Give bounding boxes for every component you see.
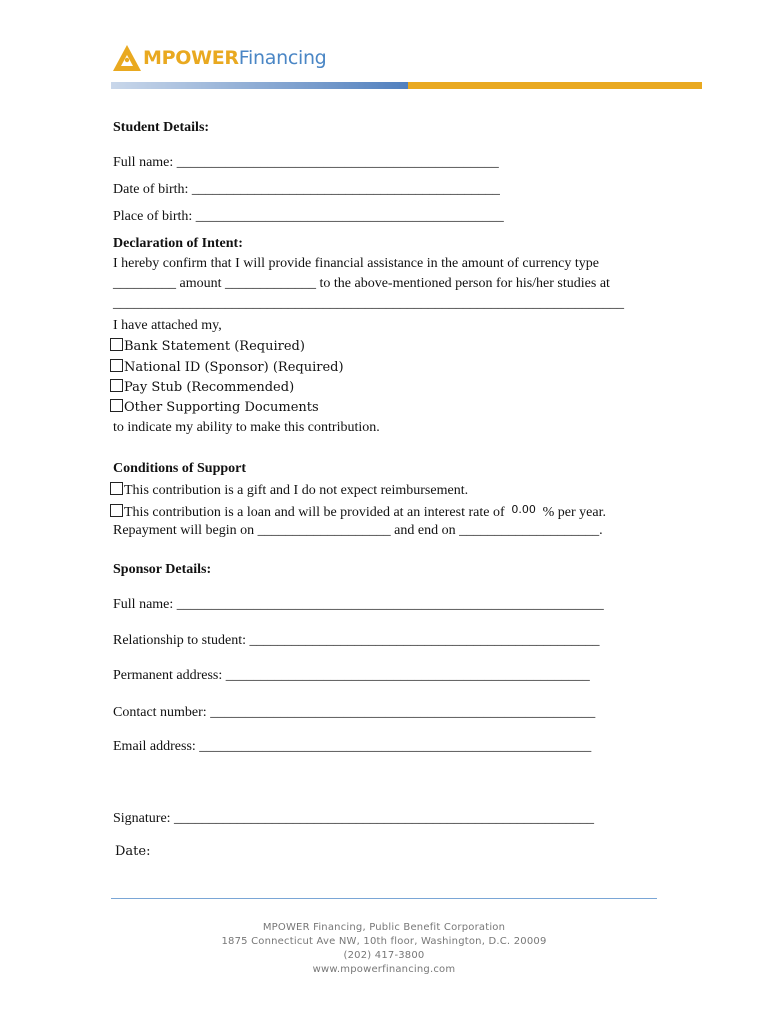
- sponsor-details-heading: Sponsor Details:: [113, 562, 212, 577]
- header-color-bar: [111, 82, 702, 89]
- doc-label: Pay Stub (Recommended): [124, 380, 295, 395]
- checkbox-icon[interactable]: [110, 379, 123, 392]
- header-bar-gold: [408, 82, 702, 89]
- checkbox-icon[interactable]: [110, 482, 123, 495]
- attached-label: I have attached my,: [113, 318, 222, 333]
- logo-wordmark: [143, 47, 326, 69]
- declaration-line-3[interactable]: _________________________________________________________________________: [113, 296, 624, 311]
- checkbox-icon[interactable]: [110, 504, 123, 517]
- gift-label: This contribution is a gift and I do not expect reimbursement.: [124, 483, 469, 498]
- student-pob-field[interactable]: Place of birth: ____________________________________________: [113, 209, 504, 224]
- logo-word: Financing: [238, 47, 327, 69]
- declaration-line-2[interactable]: _________ amount _____________ to the above-mentioned person for his/her studies at: [113, 276, 610, 291]
- sponsor-full-name-field[interactable]: Full name: _____________________________________________________________: [113, 597, 604, 612]
- declaration-heading: Declaration of Intent:: [113, 236, 243, 251]
- interest-rate-input[interactable]: 0.00: [511, 503, 536, 516]
- loan-checkbox-row[interactable]: [110, 503, 606, 521]
- declaration-line-1: I hereby confirm that I will provide financial assistance in the amount of currency type: [113, 256, 599, 271]
- date-field[interactable]: Date:: [115, 844, 151, 859]
- student-full-name-field[interactable]: Full name: ______________________________________________: [113, 155, 499, 170]
- gift-checkbox-row[interactable]: [110, 482, 468, 499]
- footer-divider: [111, 898, 657, 899]
- footer-phone: (202) 417-3800: [343, 950, 425, 961]
- checkbox-icon[interactable]: [110, 399, 123, 412]
- checkbox-icon[interactable]: [110, 338, 123, 351]
- ability-statement: to indicate my ability to make this contribution.: [113, 420, 380, 435]
- footer-company: MPOWER Financing, Public Benefit Corporation: [262, 922, 506, 933]
- student-details-heading: Student Details:: [113, 120, 210, 135]
- email-field[interactable]: Email address: ________________________________________________________: [113, 739, 592, 754]
- repayment-line[interactable]: Repayment will begin on ___________________ and end on ____________________.: [113, 523, 603, 538]
- loan-suffix: % per year.: [542, 505, 606, 520]
- doc-checkbox-other[interactable]: [110, 399, 319, 416]
- header-bar-blue: [111, 82, 408, 89]
- student-dob-field[interactable]: Date of birth: ____________________________________________: [113, 182, 500, 197]
- doc-label: Bank Statement (Required): [124, 339, 305, 354]
- relationship-field[interactable]: Relationship to student: __________________________________________________: [113, 633, 600, 648]
- footer-address: 1875 Connecticut Ave NW, 10th floor, Washington, D.C. 20009: [221, 936, 547, 947]
- signature-field[interactable]: Signature: ____________________________________________________________: [113, 811, 595, 826]
- doc-checkbox-bank[interactable]: [110, 338, 305, 355]
- loan-label: This contribution is a loan and will be provided at an interest rate of: [124, 505, 505, 520]
- logo-brand: MPOWER: [143, 47, 239, 69]
- footer-website[interactable]: www.mpowerfinancing.com: [312, 964, 456, 975]
- conditions-heading: Conditions of Support: [113, 461, 247, 476]
- logo-mark-icon: [113, 45, 141, 71]
- doc-checkbox-national-id[interactable]: [110, 359, 344, 376]
- doc-label: National ID (Sponsor) (Required): [124, 360, 344, 375]
- doc-label: Other Supporting Documents: [124, 400, 319, 415]
- address-field[interactable]: Permanent address: ____________________________________________________: [113, 668, 590, 683]
- contact-field[interactable]: Contact number: _______________________________________________________: [113, 705, 596, 720]
- checkbox-icon[interactable]: [110, 359, 123, 372]
- doc-checkbox-pay-stub[interactable]: [110, 379, 294, 396]
